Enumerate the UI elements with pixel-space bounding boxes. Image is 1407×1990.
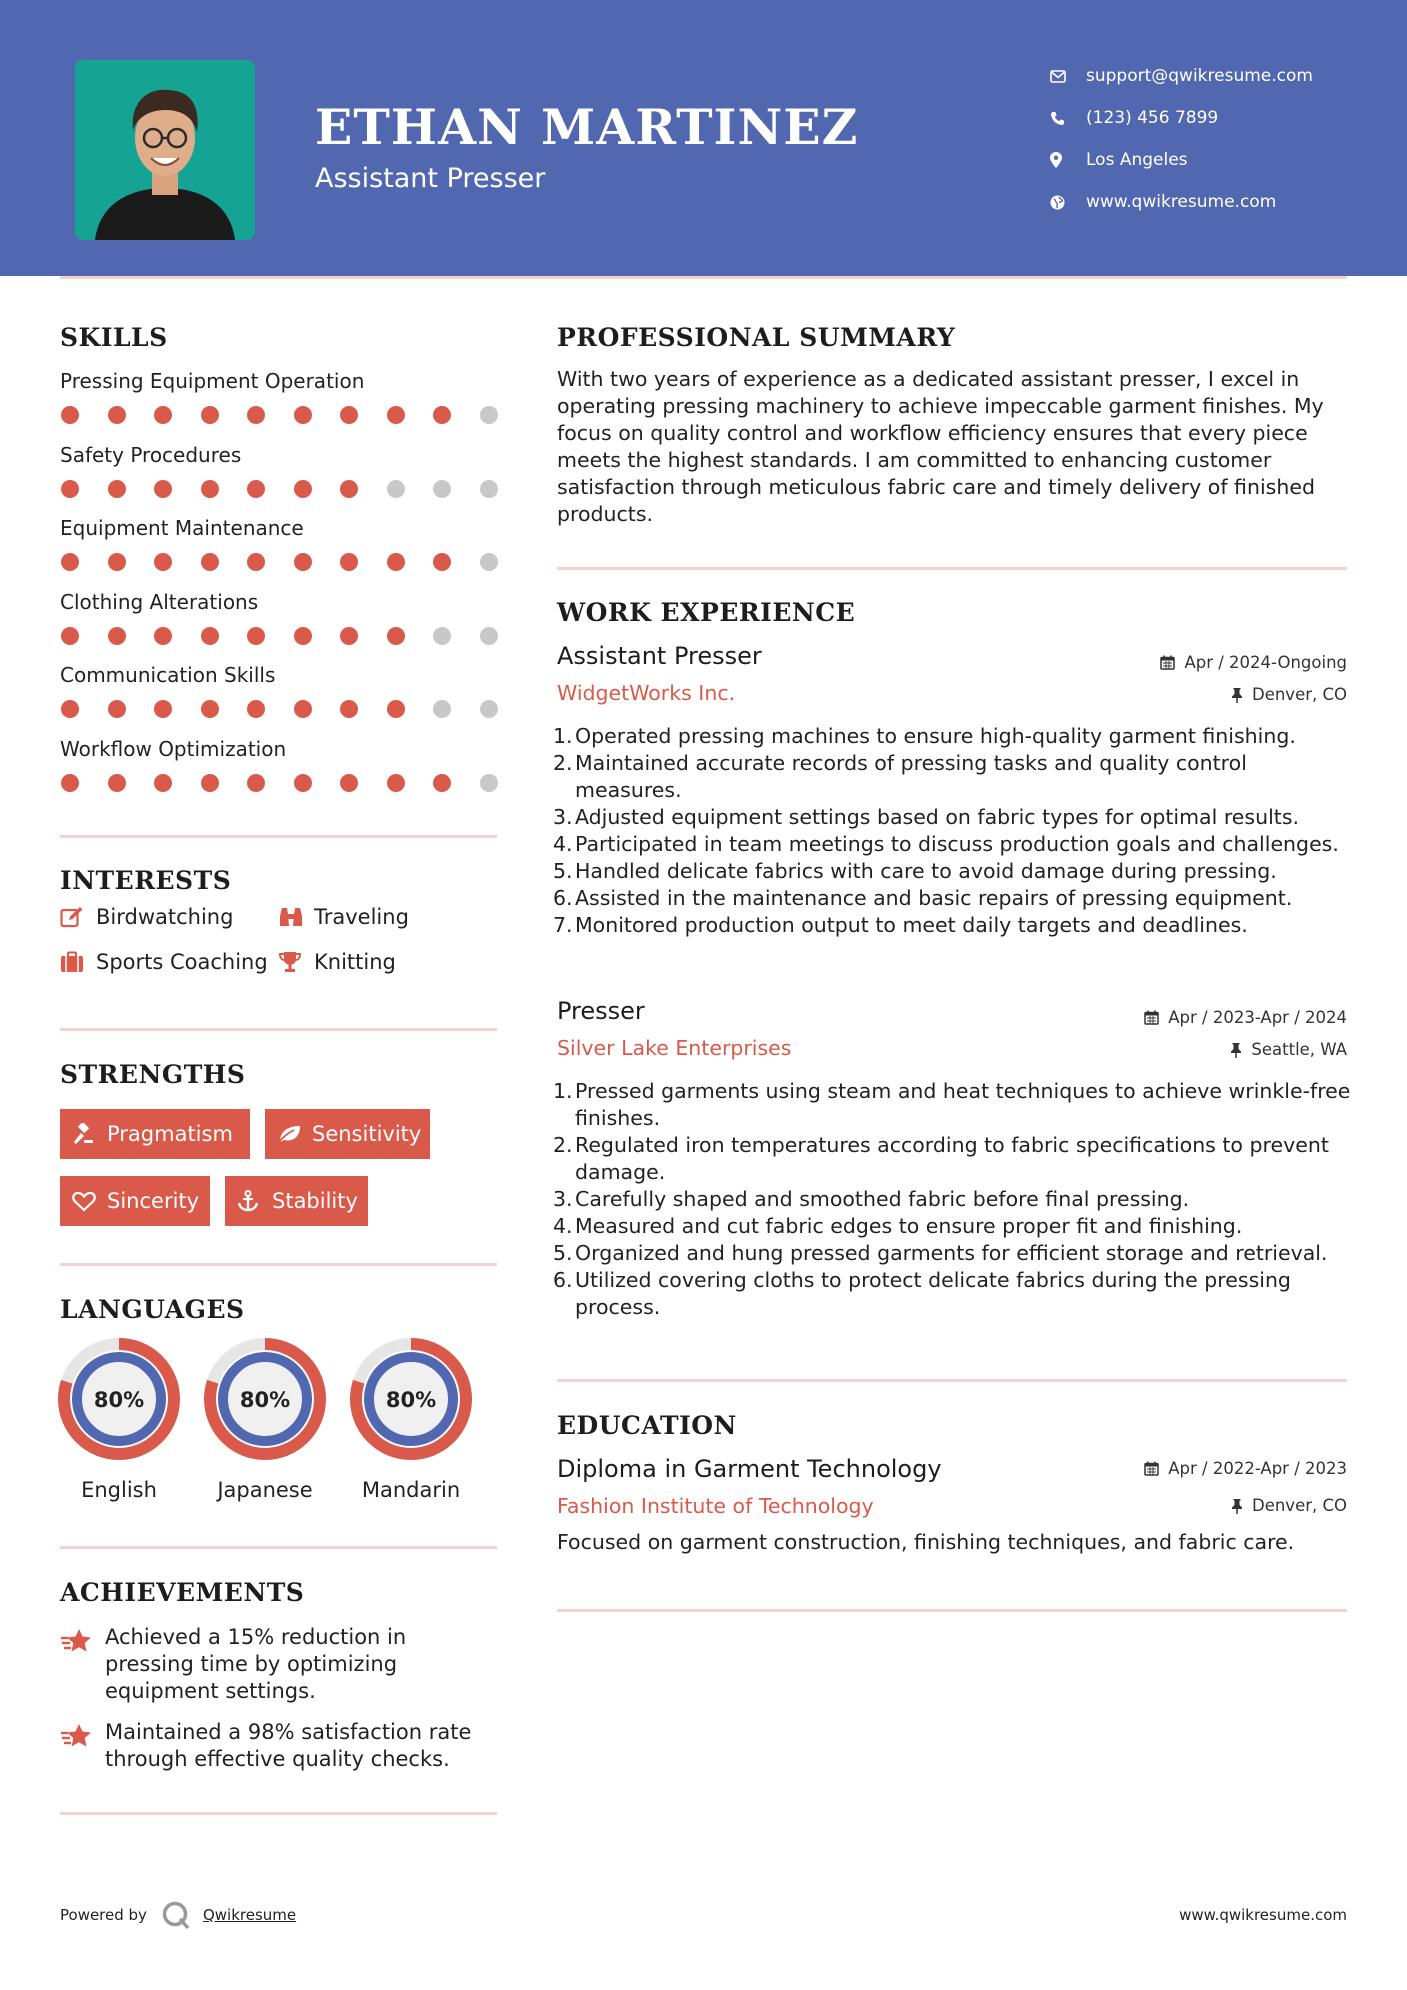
pencil-square-icon [60, 906, 96, 928]
bullet-text: Assisted in the maintenance and basic repairs of pressing equipment. [575, 886, 1293, 910]
interest-label: Traveling [314, 905, 409, 929]
contact-website[interactable] [1050, 181, 1380, 223]
job-bullet [553, 1240, 1353, 1267]
achievement-text: Achieved a 15% reduction in pressing time by optimizing equipment settings. [105, 1625, 407, 1703]
contact-location [1050, 139, 1380, 181]
skill-dot-filled [387, 774, 405, 792]
education-description: Focused on garment construction, finishing techniques, and fabric care. [557, 1530, 1295, 1554]
skill-dot-filled [294, 553, 312, 571]
contact-phone[interactable] [1050, 97, 1380, 139]
bullet-text: Carefully shaped and smoothed fabric before final pressing. [575, 1187, 1190, 1211]
skill-name: Equipment Maintenance [60, 516, 304, 540]
bullet-number: 4. [553, 832, 573, 856]
language-ring [350, 1338, 472, 1460]
header-banner [0, 0, 1407, 276]
skill-row [60, 660, 500, 734]
bullet-number: 1. [553, 724, 573, 748]
skill-dot-empty [433, 480, 451, 498]
language-percent: 80% [93, 1388, 145, 1412]
bullet-text: Maintained accurate records of pressing tasks and quality control measures. [575, 751, 1247, 802]
strength-label: Pragmatism [107, 1122, 233, 1146]
heart-icon [72, 1191, 107, 1212]
skill-dot-filled [294, 774, 312, 792]
skill-dot-filled [247, 774, 265, 792]
language-item [204, 1338, 326, 1502]
location-pin-icon [1050, 152, 1086, 168]
interest-label: Knitting [314, 950, 396, 974]
interest-item [278, 950, 396, 974]
work-divider [557, 1379, 1347, 1382]
languages-divider [60, 1546, 497, 1549]
bullet-number: 1. [553, 1079, 573, 1103]
contact-email[interactable] [1050, 55, 1380, 97]
bullet-text: Participated in team meetings to discuss production goals and challenges. [575, 832, 1339, 856]
language-ring [204, 1338, 326, 1460]
job-bullet [553, 912, 1353, 939]
job-location [1230, 1040, 1347, 1059]
skill-name: Clothing Alterations [60, 589, 259, 614]
skill-dot-filled [154, 553, 172, 571]
skill-dot-filled [201, 774, 219, 792]
calendar-icon [1144, 1461, 1159, 1476]
globe-icon [1050, 195, 1086, 210]
skill-dot-filled [340, 553, 358, 571]
skill-dot-filled [340, 406, 358, 424]
skill-dot-empty [480, 627, 498, 645]
skill-dot-filled [387, 406, 405, 424]
job-location [1231, 685, 1347, 704]
binoculars-icon [278, 906, 314, 928]
job-bullet [553, 885, 1353, 912]
skill-dot-filled [108, 700, 126, 718]
interests-title: INTERESTS [60, 866, 232, 895]
skill-dot-filled [201, 553, 219, 571]
skill-dot-filled [61, 627, 79, 645]
skill-dot-empty [480, 480, 498, 498]
strength-label: Stability [272, 1189, 358, 1213]
skill-dot-filled [340, 627, 358, 645]
job-location-text: Seattle, WA [1251, 1040, 1347, 1059]
envelope-icon [1050, 70, 1086, 83]
interest-item [278, 905, 409, 929]
skill-dot-filled [154, 480, 172, 498]
interest-item [60, 950, 268, 974]
achievement-text: Maintained a 98% satisfaction rate through effective quality checks. [105, 1720, 472, 1771]
anchor-icon [237, 1190, 272, 1212]
job-bullet [553, 1186, 1353, 1213]
skill-dot-empty [480, 406, 498, 424]
skill-dot-filled [108, 480, 126, 498]
skill-dot-filled [340, 700, 358, 718]
bullet-text: Pressed garments using steam and heat techniques to achieve wrinkle-free finishes. [575, 1079, 1351, 1130]
language-item [58, 1338, 180, 1502]
skill-dot-filled [201, 406, 219, 424]
qwikresume-logo-icon [161, 1900, 191, 1930]
bullet-number: 2. [553, 751, 573, 775]
skill-dot-filled [154, 774, 172, 792]
bullet-text: Utilized covering cloths to protect delicate fabrics during the pressing process. [575, 1268, 1291, 1319]
skill-dot-filled [61, 406, 79, 424]
strength-badge [225, 1176, 368, 1226]
strength-label: Sensitivity [312, 1122, 422, 1146]
summary-divider [557, 567, 1347, 570]
footer-powered-by [60, 1900, 296, 1930]
calendar-icon [1160, 655, 1175, 670]
job-bullet [553, 831, 1353, 858]
phone-icon [1050, 111, 1086, 126]
job-title: Presser [557, 997, 645, 1025]
skill-name: Safety Procedures [60, 442, 242, 467]
skill-dot-filled [154, 700, 172, 718]
job-title: Assistant Presser [557, 642, 762, 670]
skill-row [60, 366, 500, 440]
bullet-number: 3. [553, 805, 573, 829]
skill-dot-filled [340, 774, 358, 792]
skill-dot-filled [61, 700, 79, 718]
qwikresume-link[interactable]: Qwikresume [202, 1906, 297, 1924]
interest-label: Sports Coaching [96, 950, 268, 974]
bullet-number: 5. [553, 859, 573, 883]
skill-dot-filled [387, 553, 405, 571]
bullet-number: 5. [553, 1241, 573, 1265]
contact-list [1050, 55, 1380, 223]
skills-list [60, 366, 500, 807]
skill-level-dots [60, 621, 500, 651]
bullet-number: 6. [553, 1268, 573, 1292]
pushpin-icon [1231, 1498, 1243, 1514]
skill-dot-filled [387, 700, 405, 718]
skill-dot-filled [154, 627, 172, 645]
skill-name: Pressing Equipment Operation [60, 369, 365, 393]
skill-dot-filled [201, 627, 219, 645]
bullet-text: Monitored production output to meet daily targets and deadlines. [575, 913, 1248, 937]
skill-dot-filled [108, 553, 126, 571]
language-ring [58, 1338, 180, 1460]
strength-label: Sincerity [107, 1189, 200, 1213]
job-bullet [553, 858, 1353, 885]
strength-badge [60, 1109, 250, 1159]
education-divider [557, 1609, 1347, 1612]
bullet-number: 6. [553, 886, 573, 910]
language-percent: 80% [239, 1388, 291, 1412]
contact-website-text: www.qwikresume.com [1086, 192, 1277, 212]
skill-row [60, 440, 500, 514]
job-location-text: Denver, CO [1251, 685, 1347, 704]
skill-dot-empty [480, 553, 498, 571]
skill-dot-filled [294, 406, 312, 424]
bullet-text: Adjusted equipment settings based on fabric types for optimal results. [575, 805, 1300, 829]
interest-item [60, 905, 233, 929]
skill-level-dots [60, 694, 500, 724]
interest-label: Birdwatching [96, 905, 234, 929]
language-percent: 80% [385, 1388, 437, 1412]
skill-dot-filled [433, 553, 451, 571]
bullet-text: Measured and cut fabric edges to ensure proper fit and finishing. [575, 1214, 1243, 1238]
skill-row [60, 734, 500, 808]
bullet-text: Organized and hung pressed garments for efficient storage and retrieval. [575, 1241, 1328, 1265]
contact-phone-text: (123) 456 7899 [1086, 108, 1219, 128]
footer-url[interactable]: www.qwikresume.com [1179, 1906, 1347, 1924]
star-burst-icon [60, 1719, 105, 1773]
skill-dot-filled [201, 480, 219, 498]
skill-dot-filled [340, 480, 358, 498]
skill-dot-filled [247, 480, 265, 498]
work-title: WORK EXPERIENCE [557, 598, 856, 627]
bullet-number: 2. [553, 1133, 573, 1157]
bullet-number: 3. [553, 1187, 573, 1211]
skill-dot-filled [247, 553, 265, 571]
education-date [1144, 1459, 1347, 1478]
achievement-item [60, 1624, 500, 1705]
skill-level-dots [60, 547, 500, 577]
contact-email-text: support@qwikresume.com [1086, 66, 1313, 86]
skill-dot-empty [387, 480, 405, 498]
skill-dot-filled [433, 774, 451, 792]
job-bullet [553, 1132, 1353, 1186]
language-name: English [81, 1478, 157, 1502]
trophy-icon [278, 951, 314, 973]
skill-row [60, 587, 500, 661]
skill-dot-filled [108, 406, 126, 424]
skill-level-dots [60, 400, 500, 430]
bullet-text: Operated pressing machines to ensure high-quality garment finishing. [575, 724, 1296, 748]
language-name: Mandarin [361, 1478, 461, 1502]
job-bullets [553, 723, 1353, 939]
bullet-text: Handled delicate fabrics with care to avoid damage during pressing. [575, 859, 1277, 883]
skill-name: Workflow Optimization [60, 736, 287, 761]
powered-by-text: Powered by [60, 1906, 147, 1924]
gavel-icon [72, 1123, 107, 1145]
job-bullet [553, 1078, 1353, 1132]
skill-dot-filled [108, 627, 126, 645]
star-burst-icon [60, 1624, 105, 1705]
job-bullet [553, 1267, 1353, 1321]
languages-title: LANGUAGES [60, 1295, 245, 1324]
skill-level-dots [60, 768, 500, 798]
skill-row [60, 513, 500, 587]
job-date [1144, 1008, 1347, 1027]
bullet-number: 7. [553, 913, 573, 937]
bullet-number: 4. [553, 1214, 573, 1238]
skill-dot-empty [480, 700, 498, 718]
job-date-text: Apr / 2024-Ongoing [1184, 653, 1347, 672]
language-name: Japanese [217, 1478, 313, 1502]
pushpin-icon [1231, 687, 1243, 703]
summary-text: With two years of experience as a dedicated assistant presser, I excel in operating pressing machinery to achieve impeccable garment finishes. My focus on quality control and workflow efficiency ensures that every piece meets the highest standards. I am committed to enhancing customer satisfaction through meticulous fabric care and timely delivery of finished products. [557, 367, 1324, 526]
skill-dot-empty [433, 700, 451, 718]
job-bullets [553, 1078, 1353, 1321]
education-date-text: Apr / 2022-Apr / 2023 [1168, 1459, 1347, 1478]
skill-dot-filled [247, 406, 265, 424]
candidate-role: Assistant Presser [315, 163, 546, 194]
job-bullet [553, 750, 1353, 804]
skill-level-dots [60, 474, 500, 504]
header-divider [60, 276, 1347, 279]
skills-divider [60, 835, 497, 838]
job-bullet [553, 1213, 1353, 1240]
skill-dot-filled [61, 553, 79, 571]
skill-dot-empty [480, 774, 498, 792]
degree-title: Diploma in Garment Technology [557, 1455, 942, 1483]
skill-dot-filled [247, 627, 265, 645]
strengths-divider [60, 1263, 497, 1266]
skill-name: Communication Skills [60, 663, 276, 687]
job-company: Silver Lake Enterprises [557, 1036, 792, 1060]
skill-dot-filled [387, 627, 405, 645]
achievement-item [60, 1719, 500, 1773]
skill-dot-filled [154, 406, 172, 424]
achievements-divider [60, 1812, 497, 1815]
skill-dot-filled [294, 480, 312, 498]
strength-badge [60, 1176, 210, 1226]
job-bullet [553, 723, 1353, 750]
job-date [1160, 653, 1347, 672]
bullet-text: Regulated iron temperatures according to fabric specifications to prevent damage. [575, 1133, 1329, 1184]
skill-dot-filled [433, 406, 451, 424]
strengths-title: STRENGTHS [60, 1060, 246, 1089]
achievements-title: ACHIEVEMENTS [60, 1578, 305, 1607]
job-company: WidgetWorks Inc. [557, 681, 736, 705]
skill-dot-filled [61, 480, 79, 498]
briefcase-icon [60, 951, 96, 973]
education-title: EDUCATION [557, 1411, 737, 1440]
language-item [350, 1338, 472, 1502]
profile-photo [75, 60, 255, 240]
calendar-icon [1144, 1010, 1159, 1025]
skill-dot-filled [294, 700, 312, 718]
candidate-name: ETHAN MARTINEZ [315, 98, 859, 156]
interests-divider [60, 1028, 497, 1031]
job-bullet [553, 804, 1353, 831]
summary-title: PROFESSIONAL SUMMARY [557, 323, 956, 352]
contact-location-text: Los Angeles [1086, 150, 1188, 170]
skills-title: SKILLS [60, 323, 168, 352]
skill-dot-filled [294, 627, 312, 645]
skill-dot-filled [108, 774, 126, 792]
strength-badge [265, 1109, 430, 1159]
skill-dot-empty [433, 627, 451, 645]
education-location-text: Denver, CO [1251, 1496, 1347, 1515]
skill-dot-filled [61, 774, 79, 792]
job-date-text: Apr / 2023-Apr / 2024 [1168, 1008, 1347, 1027]
skill-dot-filled [201, 700, 219, 718]
school-name: Fashion Institute of Technology [557, 1494, 874, 1518]
skill-dot-filled [247, 700, 265, 718]
education-location [1231, 1496, 1347, 1515]
leaf-icon [277, 1124, 312, 1144]
pushpin-icon [1230, 1042, 1242, 1058]
